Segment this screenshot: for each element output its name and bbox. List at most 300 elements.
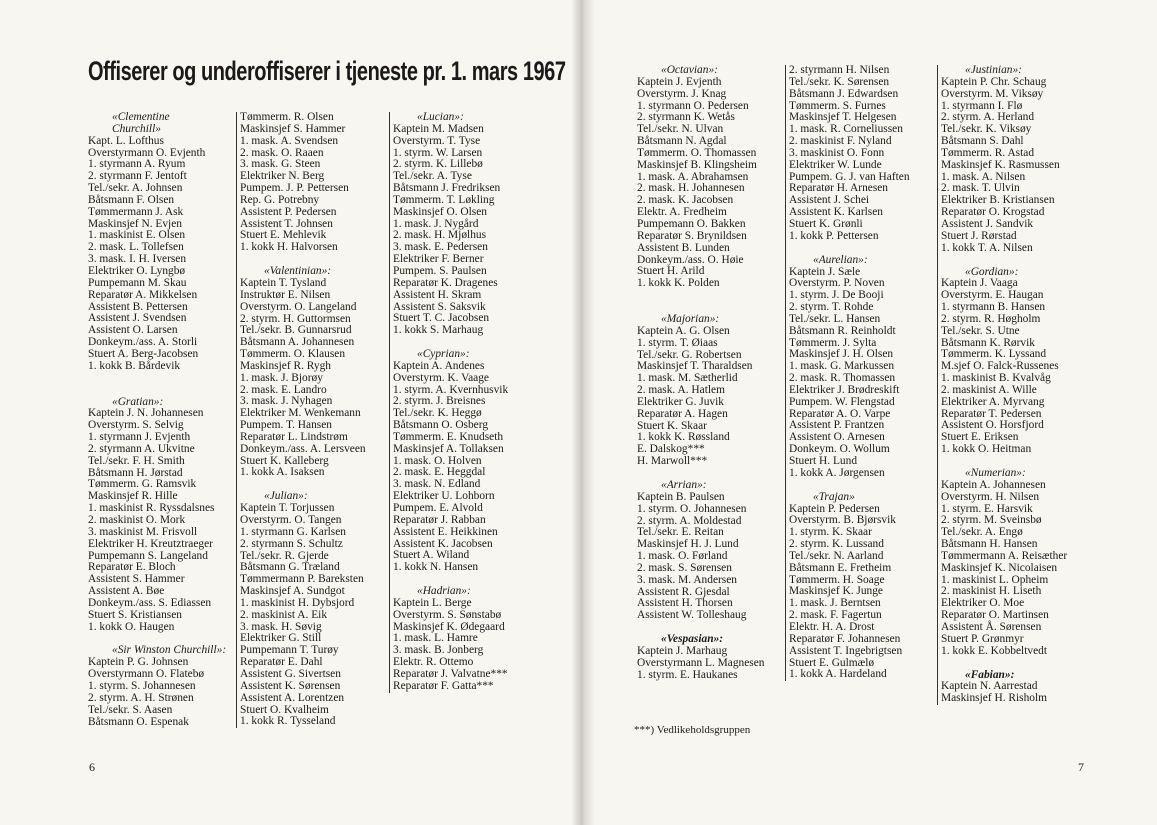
crew-entry: Maskinsjef H. Risholm (941, 692, 1047, 705)
crew-entry: 1. styrm. E. Harsvik (941, 502, 1033, 515)
crew-entry: 1. mask. O. Førland (637, 550, 728, 563)
crew-entry: Kaptein J. Vaaga (941, 277, 1018, 290)
crew-entry: Reparatør F. Gatta*** (393, 679, 494, 692)
crew-entry: Reparatør O. Krogstad (941, 206, 1045, 219)
crew-entry: 3. mask. M. Andersen (637, 573, 737, 586)
crew-entry: Båtsmann O. Espenak (88, 715, 189, 728)
crew-entry: Kaptein P. Pedersen (789, 502, 880, 515)
crew-entry: 1. mask. J. Bjorøy (240, 371, 323, 384)
crew-entry: Instruktør E. Nilsen (240, 288, 331, 301)
crew-entry: 2. mask. E. Landro (240, 383, 327, 396)
crew-entry: Elektriker A. Myrvang (941, 395, 1045, 408)
crew-entry: Båtsmann R. Reinholdt (789, 324, 896, 337)
crew-entry: Pumpemann S. Langeland (88, 549, 208, 562)
ship-name-heading: «Majorian»: (661, 313, 720, 326)
crew-entry: Kaptein J. Marhaug (637, 644, 728, 657)
crew-entry: Båtsmann G. Træland (240, 561, 340, 574)
crew-entry: 2. mask. O. Raaen (240, 146, 324, 159)
crew-entry: 1. styrmann O. Pedersen (637, 99, 749, 112)
ship-name-heading: «Gordian»: (965, 265, 1019, 278)
crew-column-6 (937, 65, 1091, 705)
crew-entry: Tømmerm. R. Astad (941, 146, 1035, 159)
crew-entry: Båtsmann H. Jørstad (88, 466, 183, 479)
crew-entry: Assistent K. Sørensen (240, 679, 341, 692)
crew-entry: Reparatør S. Brynildsen (637, 229, 747, 242)
crew-entry: 1. kokk H. Halvorsen (240, 241, 338, 254)
crew-entry: 2. styrmann A. Ukvitne (88, 442, 195, 455)
crew-entry: 1. kokk P. Pettersen (789, 229, 879, 242)
crew-entry: Overstyrm. T. Tyse (393, 134, 481, 147)
ship-name-heading: «Hadrian»: (417, 585, 471, 598)
crew-entry: 3. mask. J. Nyhagen (240, 395, 333, 408)
crew-entry: 1. mask. J. Nygård (393, 217, 479, 230)
crew-entry: Maskinsjef O. Olsen (393, 205, 487, 218)
spacer (789, 243, 937, 255)
crew-entry: Overstyrmann O. Flatebø (88, 668, 205, 681)
crew-entry: 1. styrm. W. Larsen (393, 146, 483, 159)
crew-entry: 2. styrm. K. Lillebø (393, 158, 483, 171)
crew-entry: Assistent T. Ingebrigtsen (789, 644, 903, 657)
crew-entry: Overstyrm. E. Haugan (941, 289, 1044, 302)
crew-entry: Overstyrm. S. Selvig (88, 419, 184, 432)
crew-entry: Maskinsjef K. Ødegaard (393, 620, 505, 633)
crew-entry: Assistent B. Lunden (637, 241, 730, 254)
crew-entry: 2. styrm. J. Breisnes (393, 395, 486, 408)
crew-entry: Tel./sekr. S. Utne (941, 324, 1020, 337)
crew-entry: Tel./sekr. N. Aarland (789, 549, 884, 562)
ship-name-heading: «Clementine (112, 112, 170, 123)
crew-entry: 2. maskinist O. Mork (88, 514, 186, 526)
crew-entry: Tel./sekr. A. Engø (941, 526, 1023, 539)
crew-entry: 1. styrm. E. Haukanes (637, 668, 738, 681)
crew-entry: 1. kokk A. Isaksen (240, 466, 325, 479)
crew-entry: Assistent R. Gjesdal (637, 585, 730, 598)
crew-entry: Reparatør O. Martinsen (941, 609, 1049, 622)
crew-entry: 2. mask. R. Thomassen (789, 372, 896, 385)
crew-entry: Kaptein P. G. Johnsen (88, 656, 189, 669)
crew-entry: Tel./sekr. A. Johnsen (88, 182, 183, 195)
crew-entry: Reparatør J. Valvatne*** (393, 667, 508, 680)
crew-entry: Kaptein A. Andenes (393, 359, 485, 372)
crew-entry: Assistent G. Sivertsen (240, 667, 341, 680)
crew-entry: Tømmermann P. Bareksten (240, 573, 364, 586)
crew-entry: Stuert P. Grønmyr (941, 632, 1024, 645)
ship-name-heading: «Vespasian»: (661, 633, 724, 646)
crew-entry: 1. styrm. K. Skaar (789, 526, 872, 539)
crew-entry: 3. mask. B. Jonberg (393, 644, 484, 657)
crew-entry: Reparatør L. Lindstrøm (240, 430, 348, 443)
crew-entry: Tel./sekr. K. Viksøy (941, 123, 1032, 136)
crew-entry: 1. maskinist H. Dybsjord (240, 596, 355, 609)
crew-entry: Overstyrmann O. Evjenth (88, 146, 206, 159)
crew-entry: H. Marwoll*** (637, 455, 708, 468)
crew-entry: 1. styrm. T. Øiaas (637, 336, 718, 349)
crew-entry: 2. maskinist A. Eik (240, 608, 328, 621)
crew-entry: 3. mask. H. Søvig (240, 620, 322, 633)
crew-entry: Pumpem. E. Alvold (393, 502, 483, 514)
crew-entry: Tel./sekr. B. Gunnarsrud (240, 324, 352, 337)
crew-entry: Assistent O. Arnesen (789, 431, 885, 444)
crew-entry: Reparatør E. Bloch (88, 561, 176, 574)
crew-entry: Pumpemann M. Skau (88, 276, 187, 289)
crew-entry: 3. mask. E. Pedersen (393, 241, 488, 254)
crew-entry: 2. styrmann F. Jentoft (88, 170, 187, 183)
ship-name-heading: «Julian»: (264, 490, 308, 503)
crew-entry: Elektriker G. Juvik (637, 395, 724, 408)
crew-entry: Båtsmann J. Edwardsen (789, 87, 899, 100)
crew-entry: 1. kokk O. Haugen (88, 620, 175, 633)
ship-name-heading: «Justinian»: (965, 65, 1022, 76)
crew-entry: 3. mask. I. H. Iversen (88, 253, 187, 266)
crew-entry: M.sjef O. Falck-Russenes (941, 360, 1059, 373)
crew-entry: Maskinsjef R. Rygh (240, 359, 331, 372)
crew-entry: Assistent K. Jacobsen (393, 537, 493, 550)
crew-entry: Maskinsjef R. Hille (88, 490, 178, 503)
crew-entry: 1. styrm. J. De Booji (789, 289, 884, 302)
crew-entry: 2. mask. H. Mjølhus (393, 229, 487, 242)
crew-entry: Assistent T. Johnsen (240, 217, 333, 230)
crew-entry: Assistent S. Hammer (88, 573, 185, 586)
crew-entry: Elektriker O. Moe (941, 597, 1025, 610)
crew-entry: Kapt. L. Lofthus (88, 134, 164, 147)
crew-entry: Overstyrm. S. Sønstabø (393, 608, 502, 621)
crew-entry: Assistent B. Pettersen (88, 300, 188, 313)
crew-entry: Tømmerm. T. Løkling (393, 193, 495, 206)
crew-entry: Overstyrm. M. Viksøy (941, 87, 1044, 100)
ship-name-heading: «Gratian»: (112, 395, 164, 408)
ship-name-heading: «Octavian»: (661, 65, 718, 76)
crew-entry: Tel./sekr. R. Gjerde (240, 549, 329, 562)
crew-entry: Stuert K. Grønli (789, 217, 863, 230)
crew-entry: Overstyrm. P. Noven (789, 277, 885, 290)
crew-entry: Pumpem. S. Paulsen (393, 264, 487, 277)
crew-entry: Tel./sekr. F. H. Smith (88, 454, 185, 467)
crew-entry: Maskinsjef A. Sundgot (240, 585, 345, 598)
crew-entry: Maskinsjef J. H. Olsen (789, 348, 894, 361)
spacer (240, 479, 388, 491)
crew-entry: Elektriker O. Lyngbø (88, 264, 186, 277)
crew-entry: 3. maskinist M. Frisvoll (88, 525, 198, 538)
crew-entry: Elektr. R. Ottemo (393, 656, 474, 669)
crew-entry: Stuert K. Kalleberg (240, 454, 329, 467)
crew-entry: Assistent A. Bøe (88, 585, 165, 598)
crew-entry: 2. mask. L. Tollefsen (88, 241, 184, 254)
crew-entry: 1. mask. G. Markussen (789, 360, 895, 373)
spacer (88, 373, 233, 385)
crew-entry: Assistent O. Larsen (88, 324, 178, 337)
crew-entry: 1. kokk O. Heitman (941, 443, 1032, 456)
crew-entry: 1. kokk K. Røssland (637, 431, 730, 444)
crew-entry: Assistent Å. Sørensen (941, 620, 1042, 633)
crew-entry: Båtsmann A. Johannesen (240, 336, 355, 349)
crew-entry: Tømmerm. O. Thomassen (637, 146, 757, 159)
crew-entry: Kaptein M. Madsen (393, 122, 484, 135)
ship-name-heading: «Cyprian»: (417, 348, 470, 361)
crew-entry: Elektriker U. Lohborn (393, 490, 495, 503)
crew-entry: Båtsmann E. Fretheim (789, 561, 892, 574)
crew-entry: Tømmerm. R. Olsen (240, 112, 334, 123)
crew-entry: Stuert A. Berg-Jacobsen (88, 347, 199, 360)
crew-entry: 2. mask. A. Hatlem (637, 384, 725, 397)
crew-entry: Elektriker H. Kreutztraeger (88, 537, 213, 550)
crew-entry: Assistent P. Frantzen (789, 419, 885, 432)
crew-entry: Tømmerm. J. Sylta (789, 336, 877, 349)
crew-entry: Assistent P. Pedersen (240, 205, 337, 218)
crew-entry: E. Dalskog*** (637, 443, 705, 456)
crew-entry: 1. styrmann J. Evjenth (88, 431, 191, 444)
crew-entry: Båtsmann S. Dahl (941, 135, 1024, 148)
crew-entry: Maskinsjef A. Tollaksen (393, 442, 504, 455)
crew-column-5 (785, 65, 937, 681)
crew-entry: 1. mask. A. Svendsen (240, 134, 339, 147)
crew-entry: 3. mask. N. Edland (393, 478, 481, 491)
ship-name-heading: «Lucian»: (417, 112, 464, 123)
ship-name-heading: «Valentinian»: (264, 265, 332, 278)
crew-entry: Tømmerm. G. Ramsvik (88, 478, 197, 491)
crew-entry: Tømmerm. E. Knudseth (393, 430, 504, 443)
crew-entry: Elektriker G. Still (240, 632, 322, 645)
crew-entry: 1. styrmann I. Flø (941, 99, 1023, 112)
crew-entry: Pumpem. T. Hansen (240, 419, 332, 432)
crew-entry: Maskinsjef K. Junge (789, 585, 883, 598)
crew-entry: Tel./sekr. K. Heggø (393, 407, 482, 420)
crew-entry: Stuert E. Gulmælø (789, 656, 875, 669)
crew-entry: Båtsmann O. Osberg (393, 419, 489, 432)
crew-entry: 2. styrm. A. Moldestad (637, 514, 742, 527)
crew-entry: Elektriker M. Wenkemann (240, 407, 361, 420)
crew-entry: Assistent J. Schei (789, 194, 870, 207)
crew-entry: Stuert H. Arild (637, 265, 705, 278)
crew-entry: Kaptein J. N. Johannesen (88, 407, 204, 420)
crew-entry: 1. kokk K. Polden (637, 277, 720, 290)
crew-entry: Båtsmann K. Rørvik (941, 336, 1035, 349)
crew-entry: Assistent J. Sandvik (941, 217, 1034, 230)
crew-entry: 2. mask. K. Jacobsen (637, 194, 734, 207)
crew-entry: Stuert S. Kristiansen (88, 608, 182, 621)
crew-entry: 1. kokk S. Marhaug (393, 324, 484, 337)
crew-entry: Maskinsjef K. Nicolaisen (941, 561, 1058, 574)
crew-entry: Maskinsjef S. Hammer (240, 122, 346, 135)
crew-entry: Tømmerm. K. Lyssand (941, 348, 1047, 361)
crew-entry: 1. mask. M. Sætherlid (637, 372, 738, 385)
page-gutter (572, 0, 594, 825)
crew-entry: 1. mask. O. Holven (393, 454, 482, 467)
crew-entry: 1. maskinist R. Ryssdalsnes (88, 502, 215, 515)
crew-entry: Båtsmann F. Olsen (88, 193, 175, 206)
crew-entry: Overstyrm. B. Bjørsvik (789, 514, 896, 527)
crew-entry: Reparatør F. Johannesen (789, 632, 901, 645)
crew-entry: Maskinsjef H. J. Lund (637, 538, 739, 551)
crew-entry: Elektriker J. Brødreskift (789, 383, 900, 396)
crew-entry: Kaptein A. Johannesen (941, 478, 1046, 491)
crew-entry: Stuert K. Skaar (637, 419, 707, 432)
crew-entry: Båtsmann H. Hansen (941, 538, 1038, 551)
crew-entry: Tel./sekr. L. Hansen (789, 312, 881, 325)
crew-entry: Reparatør J. Rabban (393, 513, 486, 526)
crew-entry: Stuert A. Wiland (393, 549, 470, 562)
crew-entry: 2. maskinist F. Nyland (789, 135, 892, 148)
crew-entry: 1. styrm. O. Johannesen (637, 502, 747, 515)
crew-entry: 1. mask. L. Hamre (393, 632, 478, 645)
crew-entry: 1. styrmann B. Hansen (941, 301, 1046, 314)
crew-entry: 1. styrmann A. Ryum (88, 158, 186, 171)
ship-name-heading: «Sir Winston Churchill»: (112, 644, 227, 657)
crew-entry: Pumpem. J. P. Pettersen (240, 182, 349, 195)
crew-entry: 2. styrmann H. Nilsen (789, 65, 890, 76)
crew-entry: Reparatør A. O. Varpe (789, 407, 891, 420)
crew-entry: Kaptein L. Berge (393, 596, 472, 609)
spacer (789, 480, 937, 492)
crew-entry: 1. maskinist L. Opheim (941, 573, 1049, 586)
crew-entry: Kaptein P. Chr. Schaug (941, 75, 1047, 88)
crew-entry: Pumpem. G. J. van Haften (789, 170, 910, 183)
spacer (637, 290, 782, 302)
crew-entry: 1. kokk A. Hardeland (789, 668, 887, 681)
crew-entry: Maskinsjef T. Tharaldsen (637, 360, 753, 373)
crew-entry: 2. styrm. A. H. Strønen (88, 691, 194, 704)
page-title: Offiserer og underoffiserer i tjeneste pr. 1. mars 1967 (88, 56, 566, 86)
crew-entry: 2. styrmann S. Schultz (240, 537, 343, 550)
crew-entry: Reparatør H. Arnesen (789, 182, 889, 195)
crew-entry: Tømmermann J. Ask (88, 205, 184, 218)
crew-entry: 2. styrm. R. Høgholm (941, 312, 1041, 325)
crew-entry: 1. kokk A. Jørgensen (789, 466, 885, 479)
crew-entry: Kaptein A. G. Olsen (637, 324, 730, 337)
crew-entry: Assistent J. Svendsen (88, 312, 187, 325)
crew-entry: Overstyrmann L. Magnesen (637, 656, 765, 669)
crew-entry: Kaptein N. Aarrestad (941, 680, 1038, 693)
crew-entry: 1. mask. R. Corneliussen (789, 123, 903, 136)
crew-entry: 2. styrmann K. Wetås (637, 111, 735, 124)
crew-entry: Elektr. H. A. Drost (789, 620, 875, 633)
spacer (941, 255, 1091, 267)
crew-entry: Båtsmann N. Agdal (637, 135, 727, 148)
crew-entry: Donkeym./ass. S. Ediassen (88, 596, 212, 609)
crew-entry: 1. mask. J. Berntsen (789, 597, 881, 610)
crew-entry: 2. styrm. K. Lussand (789, 538, 884, 551)
crew-entry: Assistent A. Lorentzen (240, 691, 345, 704)
crew-entry: Tømmermann A. Reisæther (941, 549, 1068, 562)
crew-entry: Assistent H. Thorsen (637, 597, 733, 610)
crew-entry: Kaptein B. Paulsen (637, 490, 725, 503)
crew-entry: Assistent S. Saksvik (393, 300, 486, 313)
crew-entry: Donkeym./ass. A. Storli (88, 336, 198, 349)
ship-name-heading: «Fabian»: (965, 668, 1015, 681)
crew-entry: Overstyrm. K. Vaage (393, 371, 489, 384)
crew-entry: Elektriker N. Berg (240, 170, 325, 183)
crew-entry: 2. mask. E. Heggdal (393, 466, 486, 479)
crew-entry: Elektriker W. Lunde (789, 158, 882, 171)
crew-entry: Pumpemann O. Bakken (637, 217, 746, 230)
crew-entry: Reparatør A. Mikkelsen (88, 288, 198, 301)
crew-entry: 1. kokk E. Kobbeltvedt (941, 644, 1047, 657)
crew-entry: 1. maskinist E. Olsen (88, 229, 186, 242)
crew-entry: 1. kokk R. Tysseland (240, 715, 336, 728)
crew-entry: Stuert E. Eriksen (941, 431, 1019, 444)
crew-entry: Tel./sekr. S. Aasen (88, 703, 173, 716)
crew-entry: Tømmerm. S. Furnes (789, 99, 886, 112)
crew-entry: 2. maskinist H. Liseth (941, 585, 1042, 598)
crew-entry: Donkeym./ass. O. Høie (637, 253, 744, 266)
crew-entry: Tel./sekr. N. Ulvan (637, 123, 724, 136)
crew-entry: 1. mask. A. Abrahamsen (637, 170, 749, 183)
crew-column-2 (236, 112, 388, 728)
crew-entry: 3. mask. G. Steen (240, 158, 321, 171)
ship-name-heading: «Trajan» (813, 490, 855, 503)
crew-column-1 (88, 112, 233, 728)
crew-entry: Assistent O. Horsfjord (941, 419, 1044, 432)
crew-entry: Båtsmann J. Fredriksen (393, 182, 501, 195)
crew-entry: 1. kokk B. Bårdevik (88, 359, 181, 372)
crew-entry: 2. styrm. T. Rohde (789, 301, 874, 314)
crew-entry: Tømmerm. H. Soage (789, 573, 885, 586)
crew-entry: 2. mask. S. Sørensen (637, 561, 732, 574)
crew-entry: Reparatør E. Dahl (240, 656, 323, 669)
crew-entry: 1. kokk N. Hansen (393, 561, 479, 574)
crew-column-4 (637, 65, 782, 682)
right-page-number: 7 (1078, 760, 1084, 774)
ship-name-heading: «Arrian»: (661, 479, 707, 491)
crew-entry: Reparatør A. Hagen (637, 407, 728, 420)
crew-entry: Stuert H. Lund (789, 455, 858, 467)
crew-entry: Donkeym. O. Wollum (789, 443, 890, 456)
crew-entry: Overstyrm. H. Nilsen (941, 490, 1040, 503)
crew-entry: 1. mask. A. Nilsen (941, 170, 1026, 183)
left-page-number: 6 (89, 760, 95, 774)
crew-entry: Reparatør T. Pedersen (941, 407, 1042, 420)
footnote: ***) Vedlikeholdsgruppen (634, 724, 751, 736)
crew-entry: Elektriker B. Kristiansen (941, 194, 1055, 207)
spacer (941, 658, 1091, 670)
ship-name-heading: «Numerian»: (965, 467, 1026, 479)
crew-entry: Kaptein J. Sæle (789, 265, 861, 278)
crew-entry: Maskinsjef B. Klingsheim (637, 158, 757, 171)
crew-entry: Tel./sekr. K. Sørensen (789, 75, 890, 88)
crew-entry: Kaptein J. Evjenth (637, 75, 722, 88)
crew-entry: Stuert E. Mehlevik (240, 229, 327, 242)
crew-entry: Assistent E. Heikkinen (393, 525, 498, 538)
crew-entry: Kaptein T. Tysland (240, 276, 327, 289)
crew-entry: 1. styrmann G. Karlsen (240, 525, 346, 538)
crew-entry: 2. mask. H. Johannesen (637, 182, 745, 195)
crew-entry: 1. maskinist B. Kvalvåg (941, 372, 1051, 385)
crew-entry: 2. maskinist A. Wille (941, 383, 1037, 396)
crew-entry: Overstyrm. O. Langeland (240, 300, 357, 313)
crew-entry: Overstyrm. O. Tangen (240, 514, 342, 526)
crew-entry: Assistent H. Skram (393, 288, 482, 301)
crew-entry: Elektr. A. Fredheim (637, 206, 727, 219)
crew-entry: 3. maskinist O. Fonn (789, 146, 885, 159)
crew-entry: Kaptein T. Torjussen (240, 502, 335, 515)
crew-entry: Tel./sekr. G. Robertsen (637, 348, 742, 361)
crew-entry: 2. styrm. H. Guttormsen (240, 312, 351, 325)
ship-name-heading: Churchill» (112, 122, 161, 135)
crew-entry: Elektriker F. Berner (393, 253, 484, 266)
crew-entry: Tømmerm. O. Klausen (240, 348, 346, 361)
crew-entry: Pumpem. W. Flengstad (789, 395, 895, 408)
crew-entry: 1. styrm. A. Kvernhusvik (393, 383, 509, 396)
crew-entry: Donkeym./ass. A. Lersveen (240, 442, 366, 455)
crew-entry: Pumpemann T. Turøy (240, 644, 339, 657)
crew-entry: Tel./sekr. A. Tyse (393, 170, 472, 183)
crew-entry: 2. mask. T. Ulvin (941, 182, 1020, 195)
crew-entry: Assistent W. Tolleshaug (637, 609, 747, 622)
crew-entry: 2. styrm. A. Herland (941, 111, 1035, 124)
crew-entry: Stuert O. Kvalheim (240, 703, 329, 716)
crew-entry: Reparatør K. Dragenes (393, 276, 498, 289)
crew-entry: Maskinsjef N. Evjen (88, 217, 182, 230)
crew-entry: 1. styrm. S. Johannesen (88, 679, 196, 692)
